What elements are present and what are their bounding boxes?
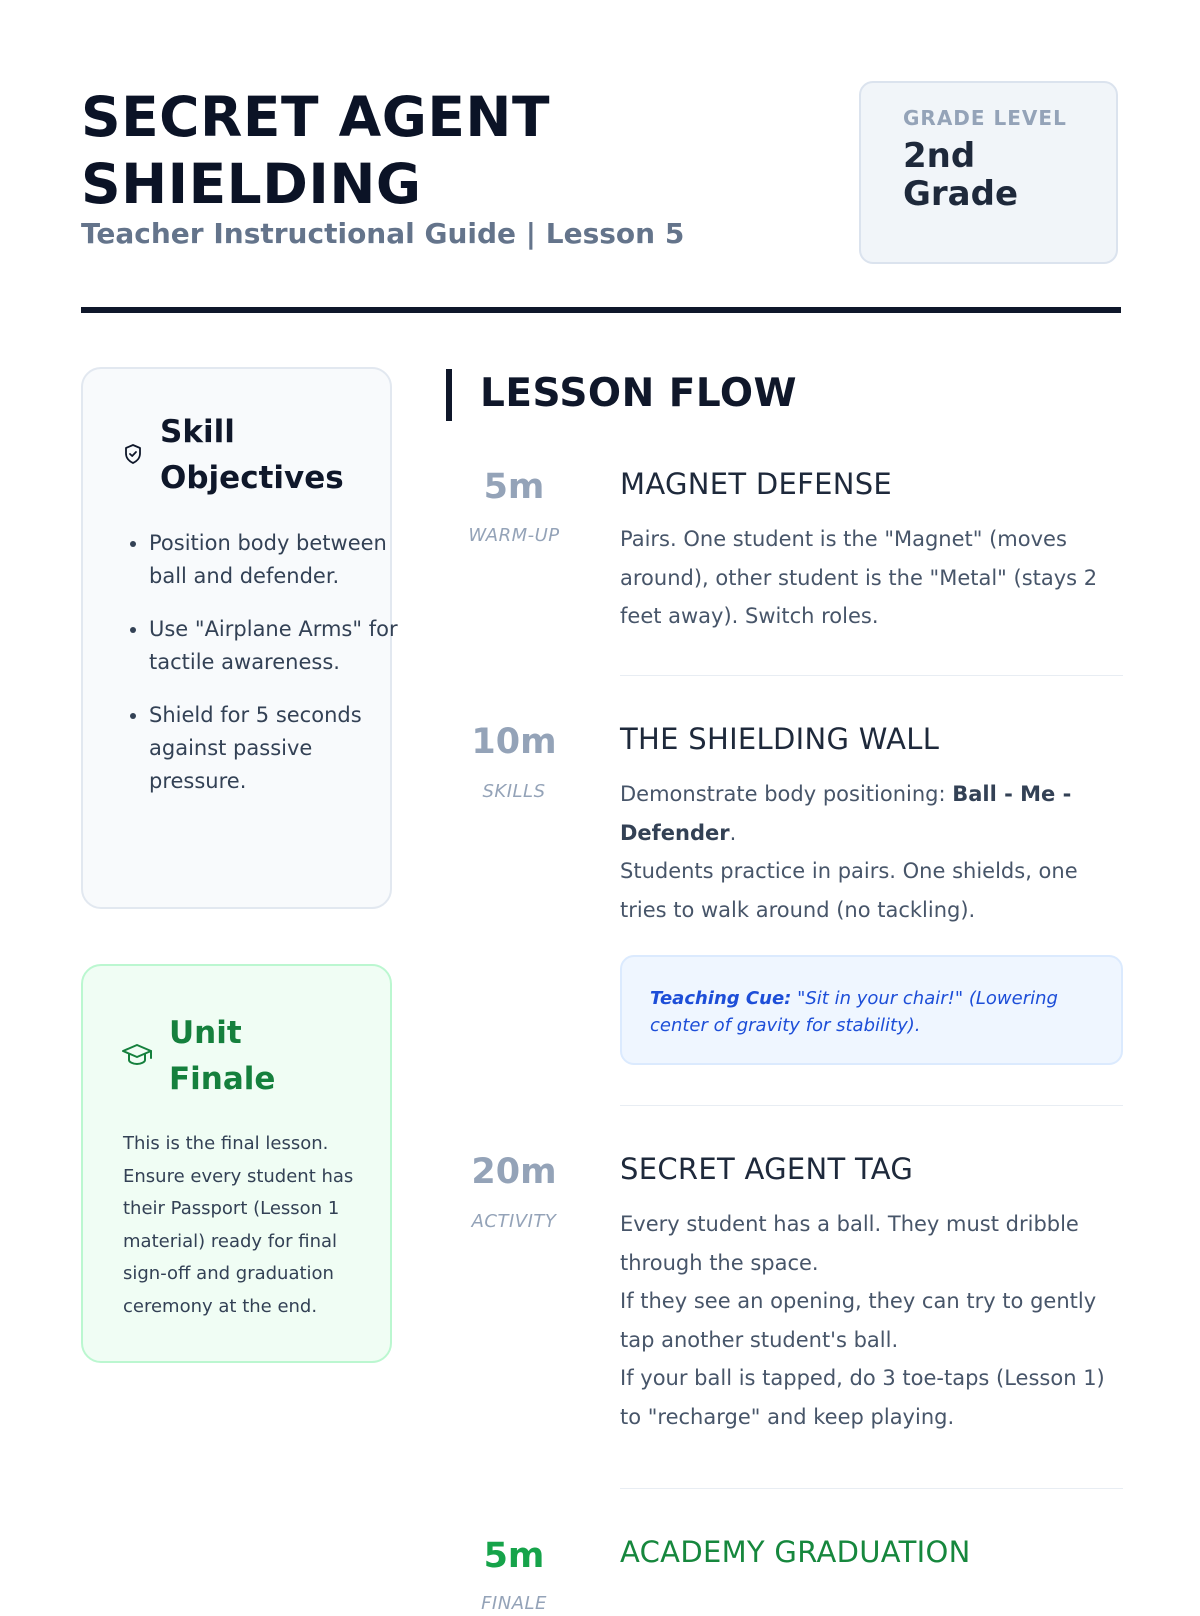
step-phase: ACTIVITY	[471, 1211, 557, 1232]
teaching-cue-text: "Sit in your chair!" (Lowering center of gravity for stability).	[650, 988, 1058, 1036]
objective-item: • Use "Airplane Arms" for tactile awareness.	[149, 613, 399, 679]
step-phase: WARM-UP	[468, 525, 560, 546]
objectives-list	[107, 527, 399, 818]
step-description	[620, 775, 1123, 929]
step-title: ACADEMY GRADUATION	[620, 1535, 971, 1569]
step-description-text: .	[729, 820, 737, 845]
unit-finale-title: Unit Finale	[169, 1015, 276, 1097]
step-title: MAGNET DEFENSE	[620, 467, 893, 501]
grade-level-label: GRADE LEVEL	[903, 106, 1067, 130]
step-divider	[620, 675, 1123, 676]
objective-item: • Position body between ball and defender.	[149, 527, 399, 593]
step-phase: FINALE	[481, 1593, 547, 1614]
step-duration: 10m	[471, 722, 557, 762]
page-title: SECRET AGENT SHIELDING	[81, 85, 550, 216]
header-divider	[81, 307, 1121, 313]
grade-level-box	[859, 81, 1118, 264]
skill-objectives-title: Skill Objectives	[160, 414, 344, 496]
section-accent-bar	[446, 369, 452, 421]
step-title: THE SHIELDING WALL	[620, 722, 940, 756]
step-duration: 5m	[483, 467, 545, 507]
skill-objectives-card	[81, 367, 398, 909]
teaching-cue-box	[620, 955, 1123, 1065]
step-description-text: Students practice in pairs. One shields, one tries to walk around (no tackling).	[620, 859, 1078, 922]
lesson-flow-heading: LESSON FLOW	[480, 371, 798, 416]
teaching-cue-label: Teaching Cue:	[650, 988, 792, 1009]
graduation-cap-icon	[121, 1042, 153, 1068]
step-phase: SKILLS	[482, 781, 546, 802]
unit-finale-text: This is the final lesson. Ensure every student has their Passport (Lesson 1 material) ready for final sign-off and graduation ceremony at the end.	[123, 1133, 354, 1317]
step-title: SECRET AGENT TAG	[620, 1152, 914, 1186]
step-divider	[620, 1488, 1123, 1489]
unit-finale-card	[81, 964, 392, 1363]
step-description-line: Every student has a ball. They must dribble through the space.	[620, 1212, 1079, 1275]
step-description-emphasis: Ball - Me - Defender	[620, 782, 1072, 845]
step-description-line: If your ball is tapped, do 3 toe-taps (Lesson 1) to "recharge" and keep playing.	[620, 1366, 1105, 1429]
step-duration: 20m	[471, 1152, 557, 1192]
page-subtitle: Teacher Instructional Guide | Lesson 5	[81, 217, 685, 250]
step-divider	[620, 1105, 1123, 1106]
step-description: Pairs. One student is the "Magnet" (moves around), other student is the "Metal" (stays 2 feet away). Switch roles.	[620, 527, 1098, 628]
step-duration: 5m	[483, 1536, 545, 1576]
step-description	[620, 1205, 1123, 1436]
grade-level-value: 2nd Grade	[903, 136, 1019, 214]
shield-check-icon	[121, 442, 145, 466]
step-description-text: Demonstrate body positioning:	[620, 782, 953, 806]
step-description-line: If they see an opening, they can try to gently tap another student's ball.	[620, 1289, 1097, 1352]
objective-item: • Shield for 5 seconds against passive pressure.	[149, 699, 399, 798]
